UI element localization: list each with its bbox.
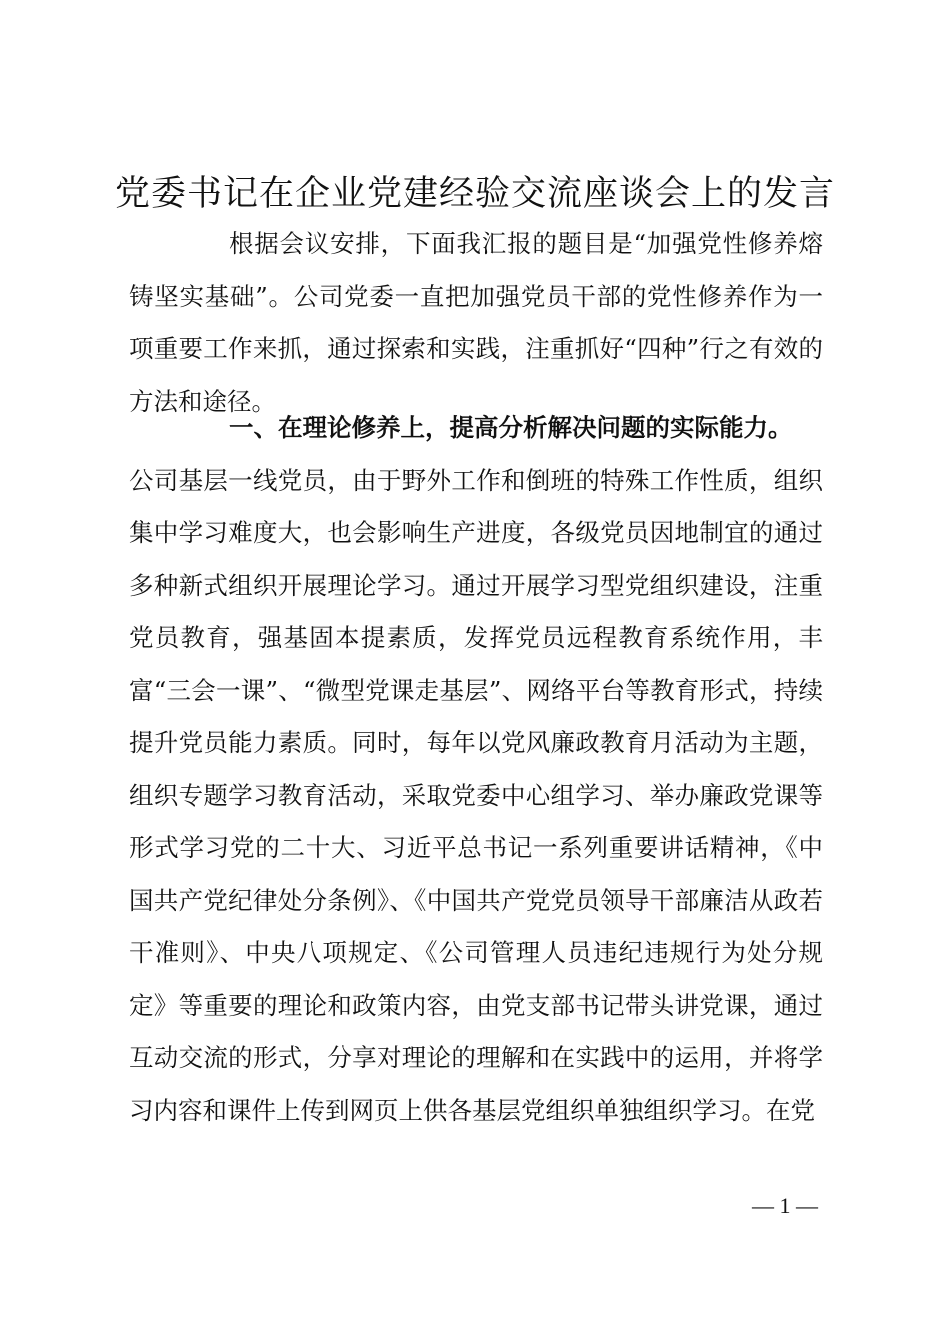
section-1: [129, 402, 823, 1137]
document-title: 党委书记在企业党建经验交流座谈会上的发言: [114, 174, 835, 214]
page-number: — 1 —: [752, 1193, 818, 1218]
section-1-body: 公司基层一线党员，由于野外工作和倒班的特殊工作性质，组织集中学习难度大，也会影响生产进度，各级党员因地制宜的通过多种新式组织开展理论学习。通过开展学习型党组织建设，注重党员教育，强基固本提素质，发挥党员远程教育系统作用，丰富“三会一课”、“微型党课走基层”、网络平台等教育形式，持续提升党员能力素质。同时，每年以党风廉政教育月活动为主题，组织专题学习教育活动，采取党委中心组学习、举办廉政党课等形式学习党的二十大、习近平总书记一系列重要讲话精神，《中国共产党纪律处分条例》、《中国共产党党员领导干部廉洁从政若干准则》、中央八项规定、《公司管理人员违纪违规行为处分规定》等重要的理论和政策内容，由党支部书记带头讲党课，通过互动交流的形式，分享对理论的理解和在实践中的运用，并将学习内容和课件上传到网页上供各基层党组织单独组织学习。在党: [129, 465, 823, 1125]
intro-paragraph: 根据会议安排，下面我汇报的题目是“加强党性修养熔铸坚实基础”。公司党委一直把加强党员干部的党性修养作为一项重要工作来抓，通过探索和实践，注重抓好“四种”行之有效的方法和途径。: [129, 229, 823, 416]
section-1-heading: 一、在理论修养上，提高分析解决问题的实际能力。: [229, 413, 793, 442]
